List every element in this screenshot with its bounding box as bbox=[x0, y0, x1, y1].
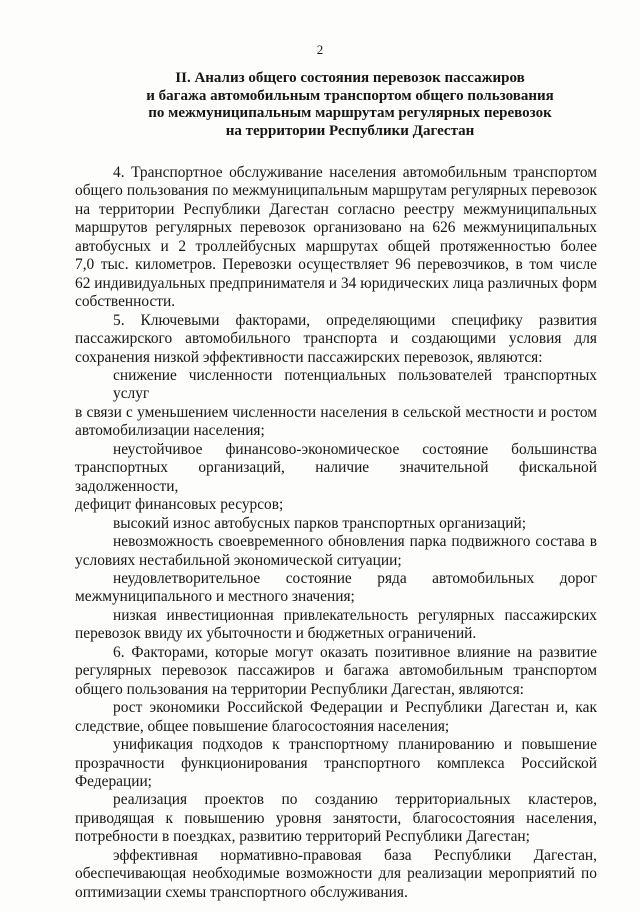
page-number: 2 bbox=[316, 42, 324, 57]
heading-line: на территории Республики Дагестан bbox=[225, 122, 475, 139]
text-line: оптимизации схемы транспортного обслуживания. bbox=[75, 883, 408, 901]
text-line: регулярных перевозок пассажиров и багажа автомобильным транспортом bbox=[75, 662, 597, 680]
factor-item bbox=[75, 607, 597, 644]
text-line: Федерации; bbox=[75, 772, 152, 790]
paragraph-6 bbox=[75, 644, 597, 699]
factor-item bbox=[75, 533, 597, 570]
text-line: невозможность своевременного обновления парка подвижного состава в bbox=[113, 533, 597, 551]
text-line: высокий износ автобусных парков транспортных организаций; bbox=[113, 514, 527, 532]
paragraph-5 bbox=[75, 312, 597, 367]
document-body bbox=[75, 164, 597, 902]
text-line: следствие, общее повышение благосостояния населения; bbox=[75, 717, 450, 735]
positive-factor-item bbox=[75, 847, 597, 902]
text-line: общего пользования на территории Республики Дагестан, являются: bbox=[75, 680, 524, 698]
text-line: 7,0 тыс. километров. Перевозки осуществляет 96 перевозчиков, в том числе bbox=[75, 256, 597, 274]
text-line: общего пользования по межмуниципальным маршрутам регулярных перевозок bbox=[75, 182, 597, 200]
text-line: рост экономики Российской Федерации и Республики Дагестан и, как bbox=[113, 699, 597, 717]
paragraph-4 bbox=[75, 164, 597, 312]
text-line: неустойчивое финансово-экономическое состояние большинства bbox=[113, 440, 597, 458]
text-line: дефицит финансовых ресурсов; bbox=[75, 496, 284, 514]
text-line: перевозок ввиду их убыточности и бюджетных ограничений. bbox=[75, 625, 477, 643]
text-line: на территории Республики Дагестан согласно реестру межмуниципальных bbox=[75, 200, 597, 218]
text-line: неудовлетворительное состояние ряда автомобильных дорог bbox=[113, 569, 597, 587]
text-line: снижение численности потенциальных пользователей транспортных услуг bbox=[113, 366, 597, 403]
text-line: 62 индивидуальных предпринимателя и 34 юридических лица различных форм bbox=[75, 274, 597, 292]
text-line: потребности в поездках, развитию территорий Республики Дагестан; bbox=[75, 828, 530, 846]
text-line: автомобилизации населения; bbox=[75, 422, 265, 440]
text-line: эффективная нормативно-правовая база Республики Дагестан, bbox=[113, 846, 597, 864]
text-line: условиях нестабильной экономической ситуации; bbox=[75, 551, 402, 569]
text-line: пассажирского автомобильного транспорта и создающими условия для bbox=[75, 330, 597, 348]
text-line: транспортных организаций, наличие значительной фискальной задолженности, bbox=[75, 459, 597, 495]
text-line: маршрутов регулярных перевозок организовано на 626 межмуниципальных bbox=[75, 219, 597, 237]
text-line: унификация подходов к транспортному планированию и повышение bbox=[113, 736, 597, 754]
section-heading bbox=[110, 70, 590, 140]
positive-factor-item bbox=[75, 791, 597, 846]
text-line: межмуниципального и местного значения; bbox=[75, 588, 355, 606]
heading-line: и багажа автомобильным транспортом общего пользования bbox=[146, 87, 554, 104]
text-line: автобусных и 2 троллейбусных маршрутах общей протяженностью более bbox=[75, 237, 597, 255]
text-line: низкая инвестиционная привлекательность регулярных пассажирских bbox=[113, 606, 597, 624]
positive-factor-item bbox=[75, 699, 597, 736]
text-line: приводящая к повышению уровня занятости, благосостояния населения, bbox=[75, 809, 597, 827]
factor-item bbox=[75, 515, 597, 533]
text-line: собственности. bbox=[75, 293, 176, 311]
text-line: сохранения низкой эффективности пассажирских перевозок, являются: bbox=[75, 348, 543, 366]
text-line: 6. Факторами, которые могут оказать позитивное влияние на развитие bbox=[113, 643, 597, 661]
text-line: реализация проектов по созданию территориальных кластеров, bbox=[113, 791, 597, 809]
positive-factor-item bbox=[75, 736, 597, 791]
factor-item bbox=[75, 570, 597, 607]
text-line: прозрачности функционирования транспортного комплекса Российской bbox=[75, 754, 597, 772]
text-line: в связи с уменьшением численности населения в сельской местности и ростом bbox=[75, 403, 597, 421]
text-line: 5. Ключевыми факторами, определяющими специфику развития bbox=[113, 311, 597, 329]
heading-line: II. Анализ общего состояния перевозок пассажиров bbox=[175, 70, 525, 86]
text-line: обеспечивающая необходимые возможности для реализации мероприятий по bbox=[75, 865, 597, 883]
text-line: 4. Транспортное обслуживание населения автомобильным транспортом bbox=[113, 164, 597, 181]
factor-item bbox=[75, 441, 597, 515]
factor-item bbox=[75, 367, 597, 441]
heading-line: по межмуниципальным маршрутам регулярных перевозок bbox=[148, 105, 552, 121]
